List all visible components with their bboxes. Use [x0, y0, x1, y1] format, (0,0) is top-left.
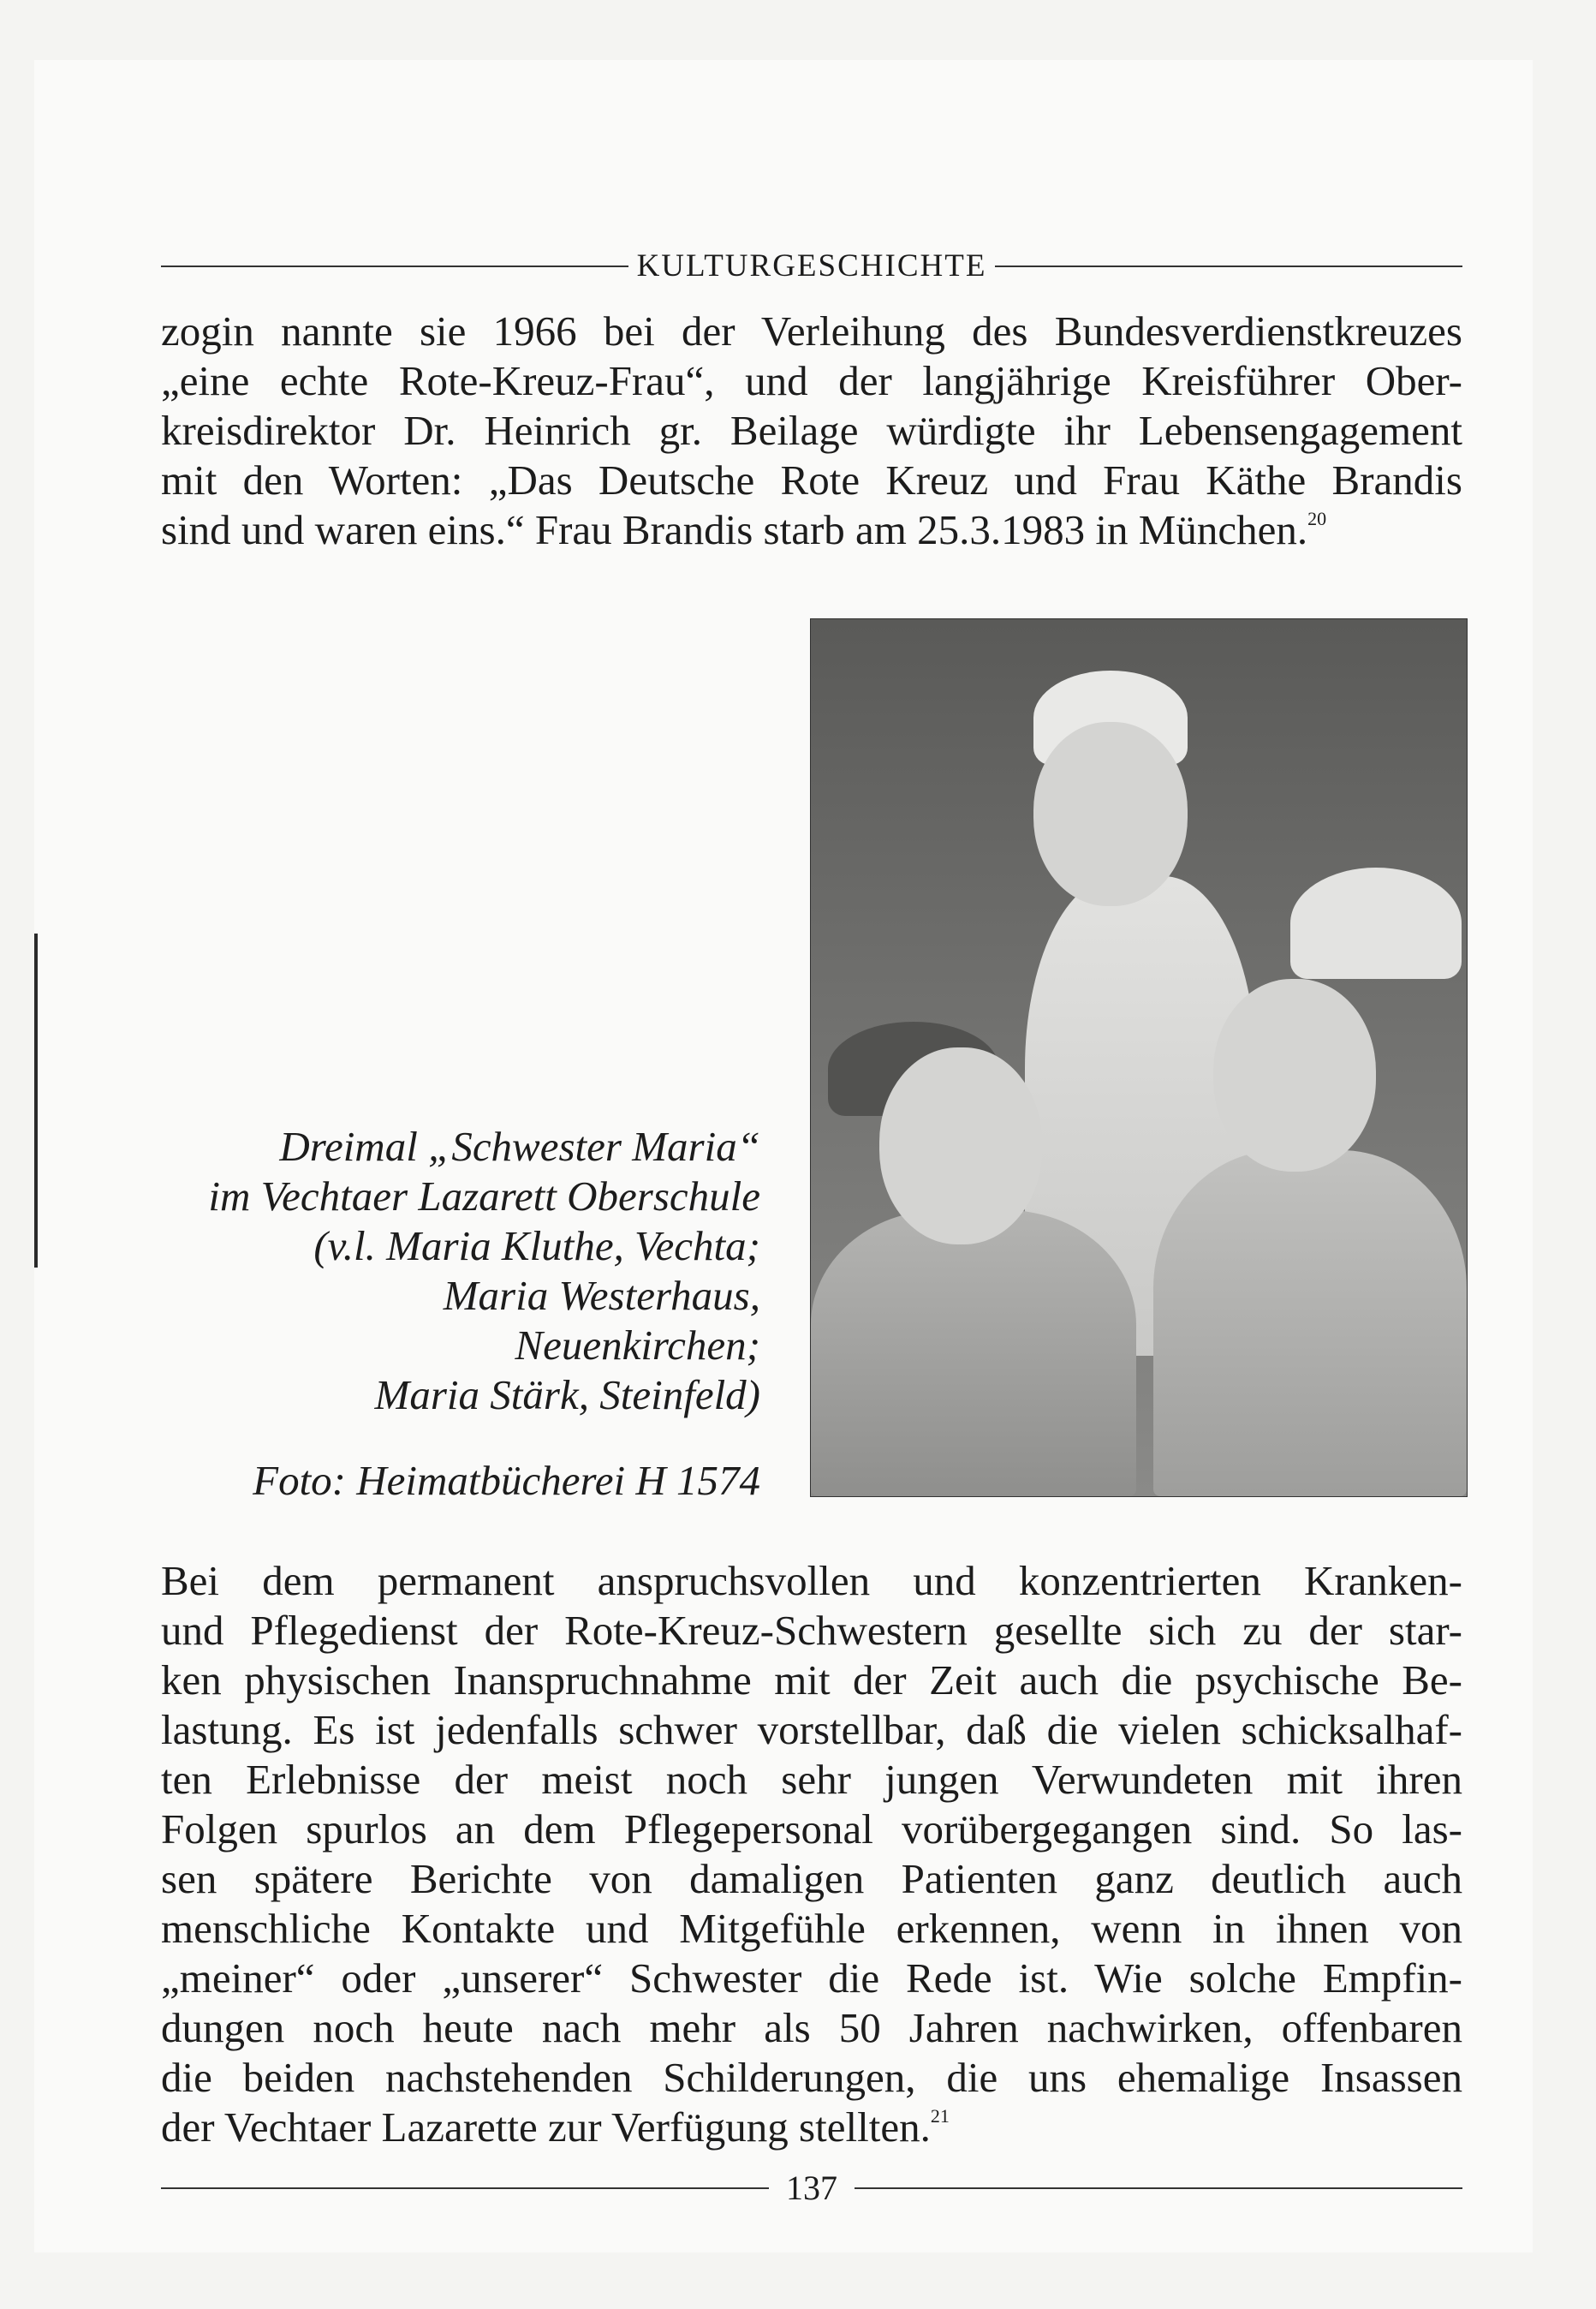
photo-cap	[1290, 868, 1462, 979]
text-line: Folgen spurlos an dem Pflegepersonal vorübergegangen sind. So las-	[161, 1805, 1462, 1853]
running-head	[161, 250, 1462, 282]
text-line: die beiden nachstehenden Schilderungen, die uns ehemalige Insassen	[161, 2054, 1462, 2101]
text-line: mit den Worten: „Das Deutsche Rote Kreuz und Frau Käthe Brandis	[161, 456, 1462, 504]
footer-rule-left	[161, 2187, 769, 2189]
footer-rule-right	[855, 2187, 1462, 2189]
footnote-ref-21: 21	[930, 2105, 950, 2127]
text-line: zogin nannte sie 1966 bei der Verleihung des Bundesverdienstkreuzes	[161, 307, 1462, 355]
text-line-content: der Vechtaer Lazarette zur Verfügung stellten.	[161, 2103, 931, 2151]
text-line: dungen noch heute nach mehr als 50 Jahren nachwirken, offenbaren	[161, 2004, 1462, 2051]
photo-figure-right	[1153, 1150, 1467, 1496]
running-head-label: KULTURGESCHICHTE	[636, 248, 987, 283]
text-line: „meiner“ oder „unserer“ Schwester die Rede ist. Wie solche Empfin-	[161, 1954, 1462, 2002]
text-line: und Pflegedienst der Rote-Kreuz-Schwestern gesellte sich zu der star-	[161, 1607, 1462, 1654]
text-line: ken physischen Inanspruchnahme mit der Zeit auch die psychische Be-	[161, 1656, 1462, 1703]
page-footer	[161, 2171, 1462, 2205]
photo-face	[1033, 722, 1188, 906]
caption-line: im Vechtaer Lazarett Oberschule	[208, 1172, 760, 1220]
caption-line: Maria Westerhaus,	[443, 1272, 760, 1319]
photo-credit	[161, 1456, 760, 1506]
text-line: ten Erlebnisse der meist noch sehr jungen Verwundeten mit ihren	[161, 1756, 1462, 1803]
text-line: kreisdirektor Dr. Heinrich gr. Beilage würdigte ihr Lebensengagement	[161, 407, 1462, 454]
text-line: „eine echte Rote-Kreuz-Frau“, und der langjährige Kreisführer Ober-	[161, 357, 1462, 404]
caption-line: Dreimal „Schwester Maria“	[279, 1123, 760, 1170]
text-line: Bei dem permanent anspruchsvollen und konzentrierten Kranken-	[161, 1557, 1462, 1604]
text-line: lastung. Es ist jedenfalls schwer vorstellbar, daß die vielen schicksalhaf-	[161, 1706, 1462, 1753]
caption-line: (v.l. Maria Kluthe, Vechta;	[313, 1222, 760, 1269]
photo-face	[1213, 979, 1376, 1172]
text-line	[161, 505, 1462, 555]
caption-line: Neuenkirchen;	[515, 1322, 760, 1369]
photo-face	[879, 1047, 1042, 1244]
photo-credit-text: Foto: Heimatbücherei H 1574	[253, 1457, 760, 1504]
caption-line: Maria Stärk, Steinfeld)	[374, 1371, 760, 1418]
paragraph-1	[161, 307, 1462, 555]
photo-figure-left	[811, 1210, 1136, 1496]
paragraph-2	[161, 1556, 1462, 2152]
header-rule-left	[161, 266, 628, 267]
header-rule-right	[995, 266, 1462, 267]
text-line-content: sind und waren eins.“ Frau Brandis starb am 25.3.1983 in München.	[161, 506, 1308, 553]
footnote-ref-20: 20	[1307, 508, 1327, 529]
text-line	[161, 2103, 1462, 2152]
scan-edge-mark	[34, 934, 38, 1268]
photo-caption	[161, 1122, 760, 1420]
text-line: sen spätere Berichte von damaligen Patienten ganz deutlich auch	[161, 1855, 1462, 1902]
page	[34, 60, 1533, 2252]
page-number: 137	[786, 2169, 837, 2207]
photo-three-nurses	[810, 618, 1468, 1497]
text-line: menschliche Kontakte und Mitgefühle erkennen, wenn in ihnen von	[161, 1905, 1462, 1952]
